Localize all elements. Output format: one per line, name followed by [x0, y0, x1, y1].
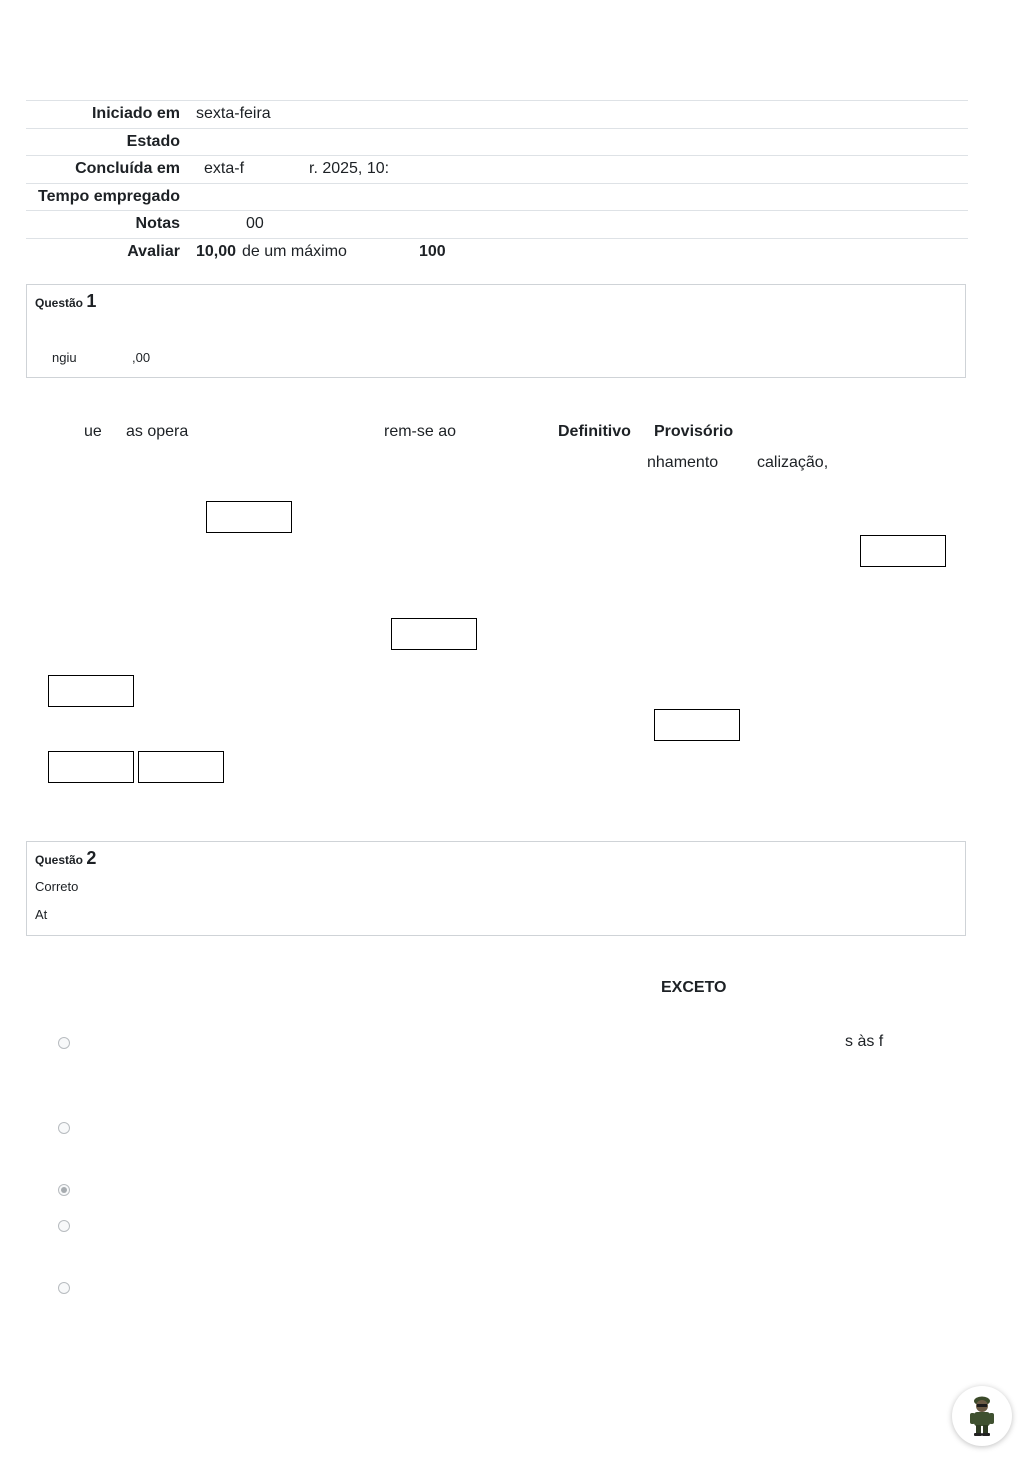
question-mark: At [35, 907, 48, 922]
summary-row-completed [26, 156, 968, 184]
question-number: Questão 2 [35, 848, 97, 868]
summary-value: sexta-feira [196, 101, 968, 129]
grade-value: 10,00 [196, 242, 237, 260]
drop-zone[interactable] [860, 535, 946, 567]
summary-label: Tempo empregado [26, 183, 196, 211]
summary-label: Avaliar [26, 238, 196, 265]
answer-radio[interactable] [58, 1282, 70, 1294]
drop-zone[interactable] [654, 709, 740, 741]
drop-zone[interactable] [391, 618, 477, 650]
grade-max: 100 [419, 242, 446, 260]
attempt-summary-table [26, 100, 968, 265]
answer-text: s às f [845, 1033, 884, 1050]
summary-label: Notas [26, 211, 196, 239]
answer-radio-selected[interactable] [58, 1184, 70, 1196]
assistant-button[interactable] [952, 1386, 1012, 1446]
question-text: nhamento [647, 454, 719, 471]
drag-item[interactable] [138, 751, 224, 783]
summary-value [196, 183, 968, 211]
summary-label: Iniciado em [26, 101, 196, 129]
summary-row-marks [26, 211, 968, 239]
option-provisorio: Provisório [654, 423, 734, 440]
answer-radio[interactable] [58, 1037, 70, 1049]
summary-row-state [26, 128, 968, 156]
question-1-info [26, 284, 966, 378]
question-2-info [26, 841, 966, 936]
summary-label: Estado [26, 128, 196, 156]
question-status: Correto [35, 879, 79, 894]
drop-zone[interactable] [48, 675, 134, 707]
summary-value [196, 128, 968, 156]
summary-label: Concluída em [26, 156, 196, 184]
summary-value: 00 [246, 215, 264, 232]
summary-row-started [26, 101, 968, 129]
question-status: ngiu [52, 350, 77, 365]
question-text: rem-se ao [384, 423, 457, 440]
question-text: ue [84, 423, 102, 440]
answer-radio[interactable] [58, 1220, 70, 1232]
question-keyword: EXCETO [661, 979, 727, 996]
drag-item[interactable] [48, 751, 134, 783]
answer-radio[interactable] [58, 1122, 70, 1134]
option-definitivo: Definitivo [558, 423, 631, 440]
summary-value: exta-f [204, 160, 245, 177]
assistant-avatar-icon [967, 1395, 997, 1437]
question-grade: ,00 [132, 350, 151, 365]
question-text: as opera [126, 423, 189, 440]
summary-row-grade [26, 238, 968, 265]
summary-value: r. 2025, 10: [309, 160, 390, 177]
grade-text: de um máximo [242, 242, 347, 260]
drop-zone[interactable] [206, 501, 292, 533]
question-text: calização, [757, 454, 829, 471]
question-number: Questão 1 [35, 291, 97, 311]
summary-row-time-taken [26, 183, 968, 211]
